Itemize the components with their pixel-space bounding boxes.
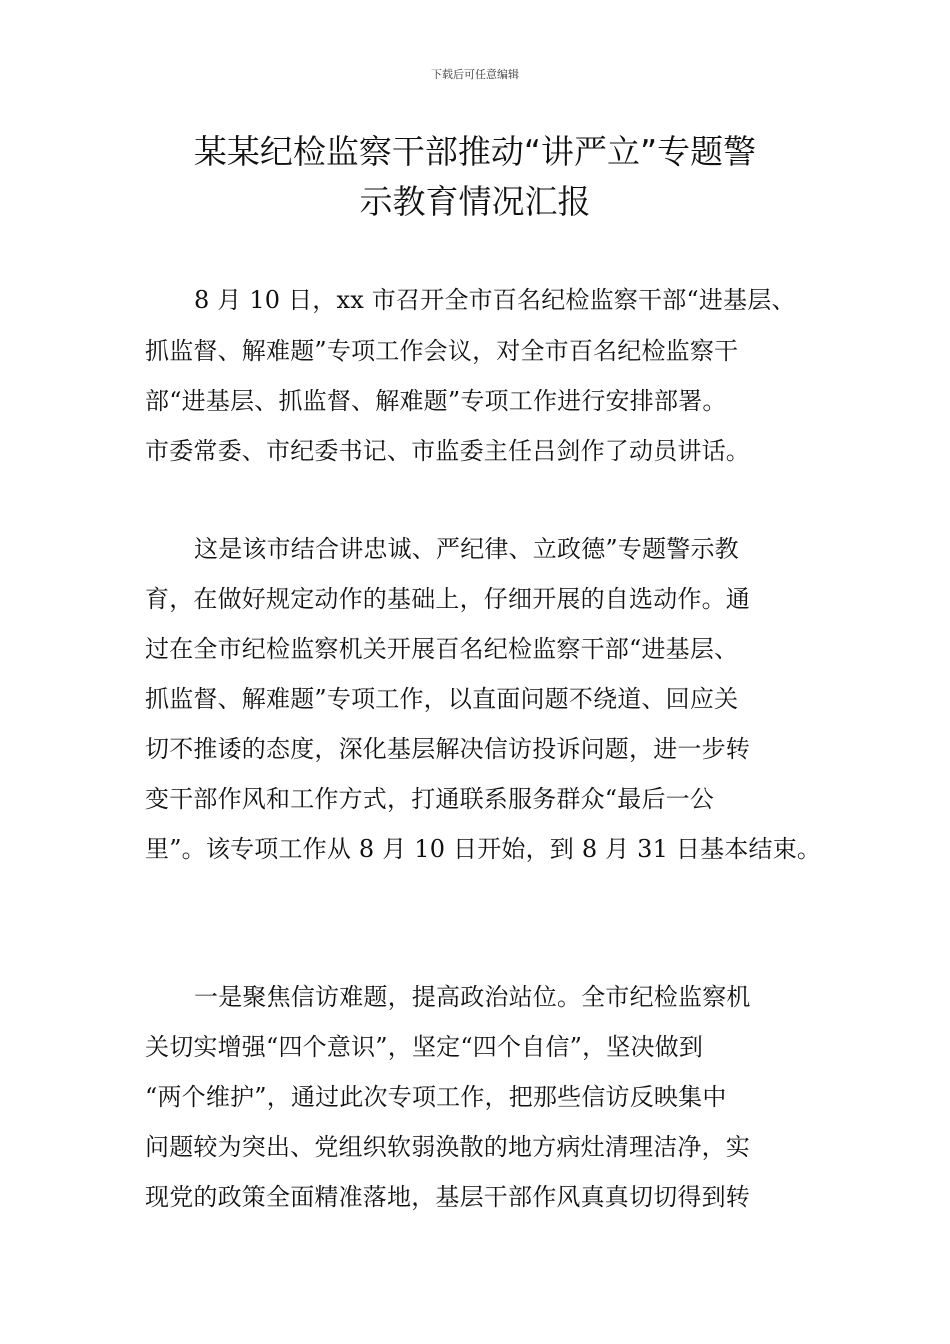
paragraph-2-line-7: 里”。该专项工作从 8 月 10 日开始，到 8 月 31 日基本结束。	[145, 835, 822, 863]
paragraph-2-line-3: 过在全市纪检监察机关开展百名纪检监察干部“进基层、	[145, 635, 739, 663]
paragraph-3-line-3: “两个维护”，通过此次专项工作，把那些信访反映集中	[145, 1083, 727, 1111]
paragraph-3-line-4: 问题较为突出、党组织软弱涣散的地方病灶清理洁净，实	[145, 1133, 750, 1161]
paragraph-1-line-4: 市委常委、市纪委书记、市监委主任吕剑作了动员讲话。	[145, 437, 750, 465]
paragraph-2-line-1: 这是该市结合讲忠诚、严纪律、立政德”专题警示教	[194, 535, 739, 563]
paragraph-3-line-2: 关切实增强“四个意识”，坚定“四个自信”，坚决做到	[145, 1033, 704, 1061]
paragraph-2-line-4: 抓监督、解难题”专项工作，以直面问题不绕道、回应关	[145, 685, 739, 713]
document-title-line-2: 示教育情况汇报	[359, 182, 591, 221]
paragraph-2-line-5: 切不推诿的态度，深化基层解决信访投诉问题，进一步转	[145, 735, 750, 763]
paragraph-1-line-2: 抓监督、解难题”专项工作会议，对全市百名纪检监察干	[145, 337, 739, 365]
paragraph-2-line-2: 育，在做好规定动作的基础上，仔细开展的自选动作。通	[145, 585, 750, 613]
document-title-line-1: 某某纪检监察干部推动“讲严立”专题警	[193, 132, 757, 171]
paragraph-1-line-1: 8 月 10 日，xx 市召开全市百名纪检监察干部“进基层、	[194, 286, 796, 314]
paragraph-2-line-6: 变干部作风和工作方式，打通联系服务群众“最后一公	[145, 785, 715, 813]
paragraph-3-line-5: 现党的政策全面精准落地，基层干部作风真真切切得到转	[145, 1183, 750, 1211]
paragraph-3-line-1: 一是聚焦信访难题，提高政治站位。全市纪检监察机	[194, 983, 751, 1011]
header-note: 下载后可任意编辑	[431, 68, 519, 81]
paragraph-1-line-3: 部“进基层、抓监督、解难题”专项工作进行安排部署。	[145, 387, 727, 415]
